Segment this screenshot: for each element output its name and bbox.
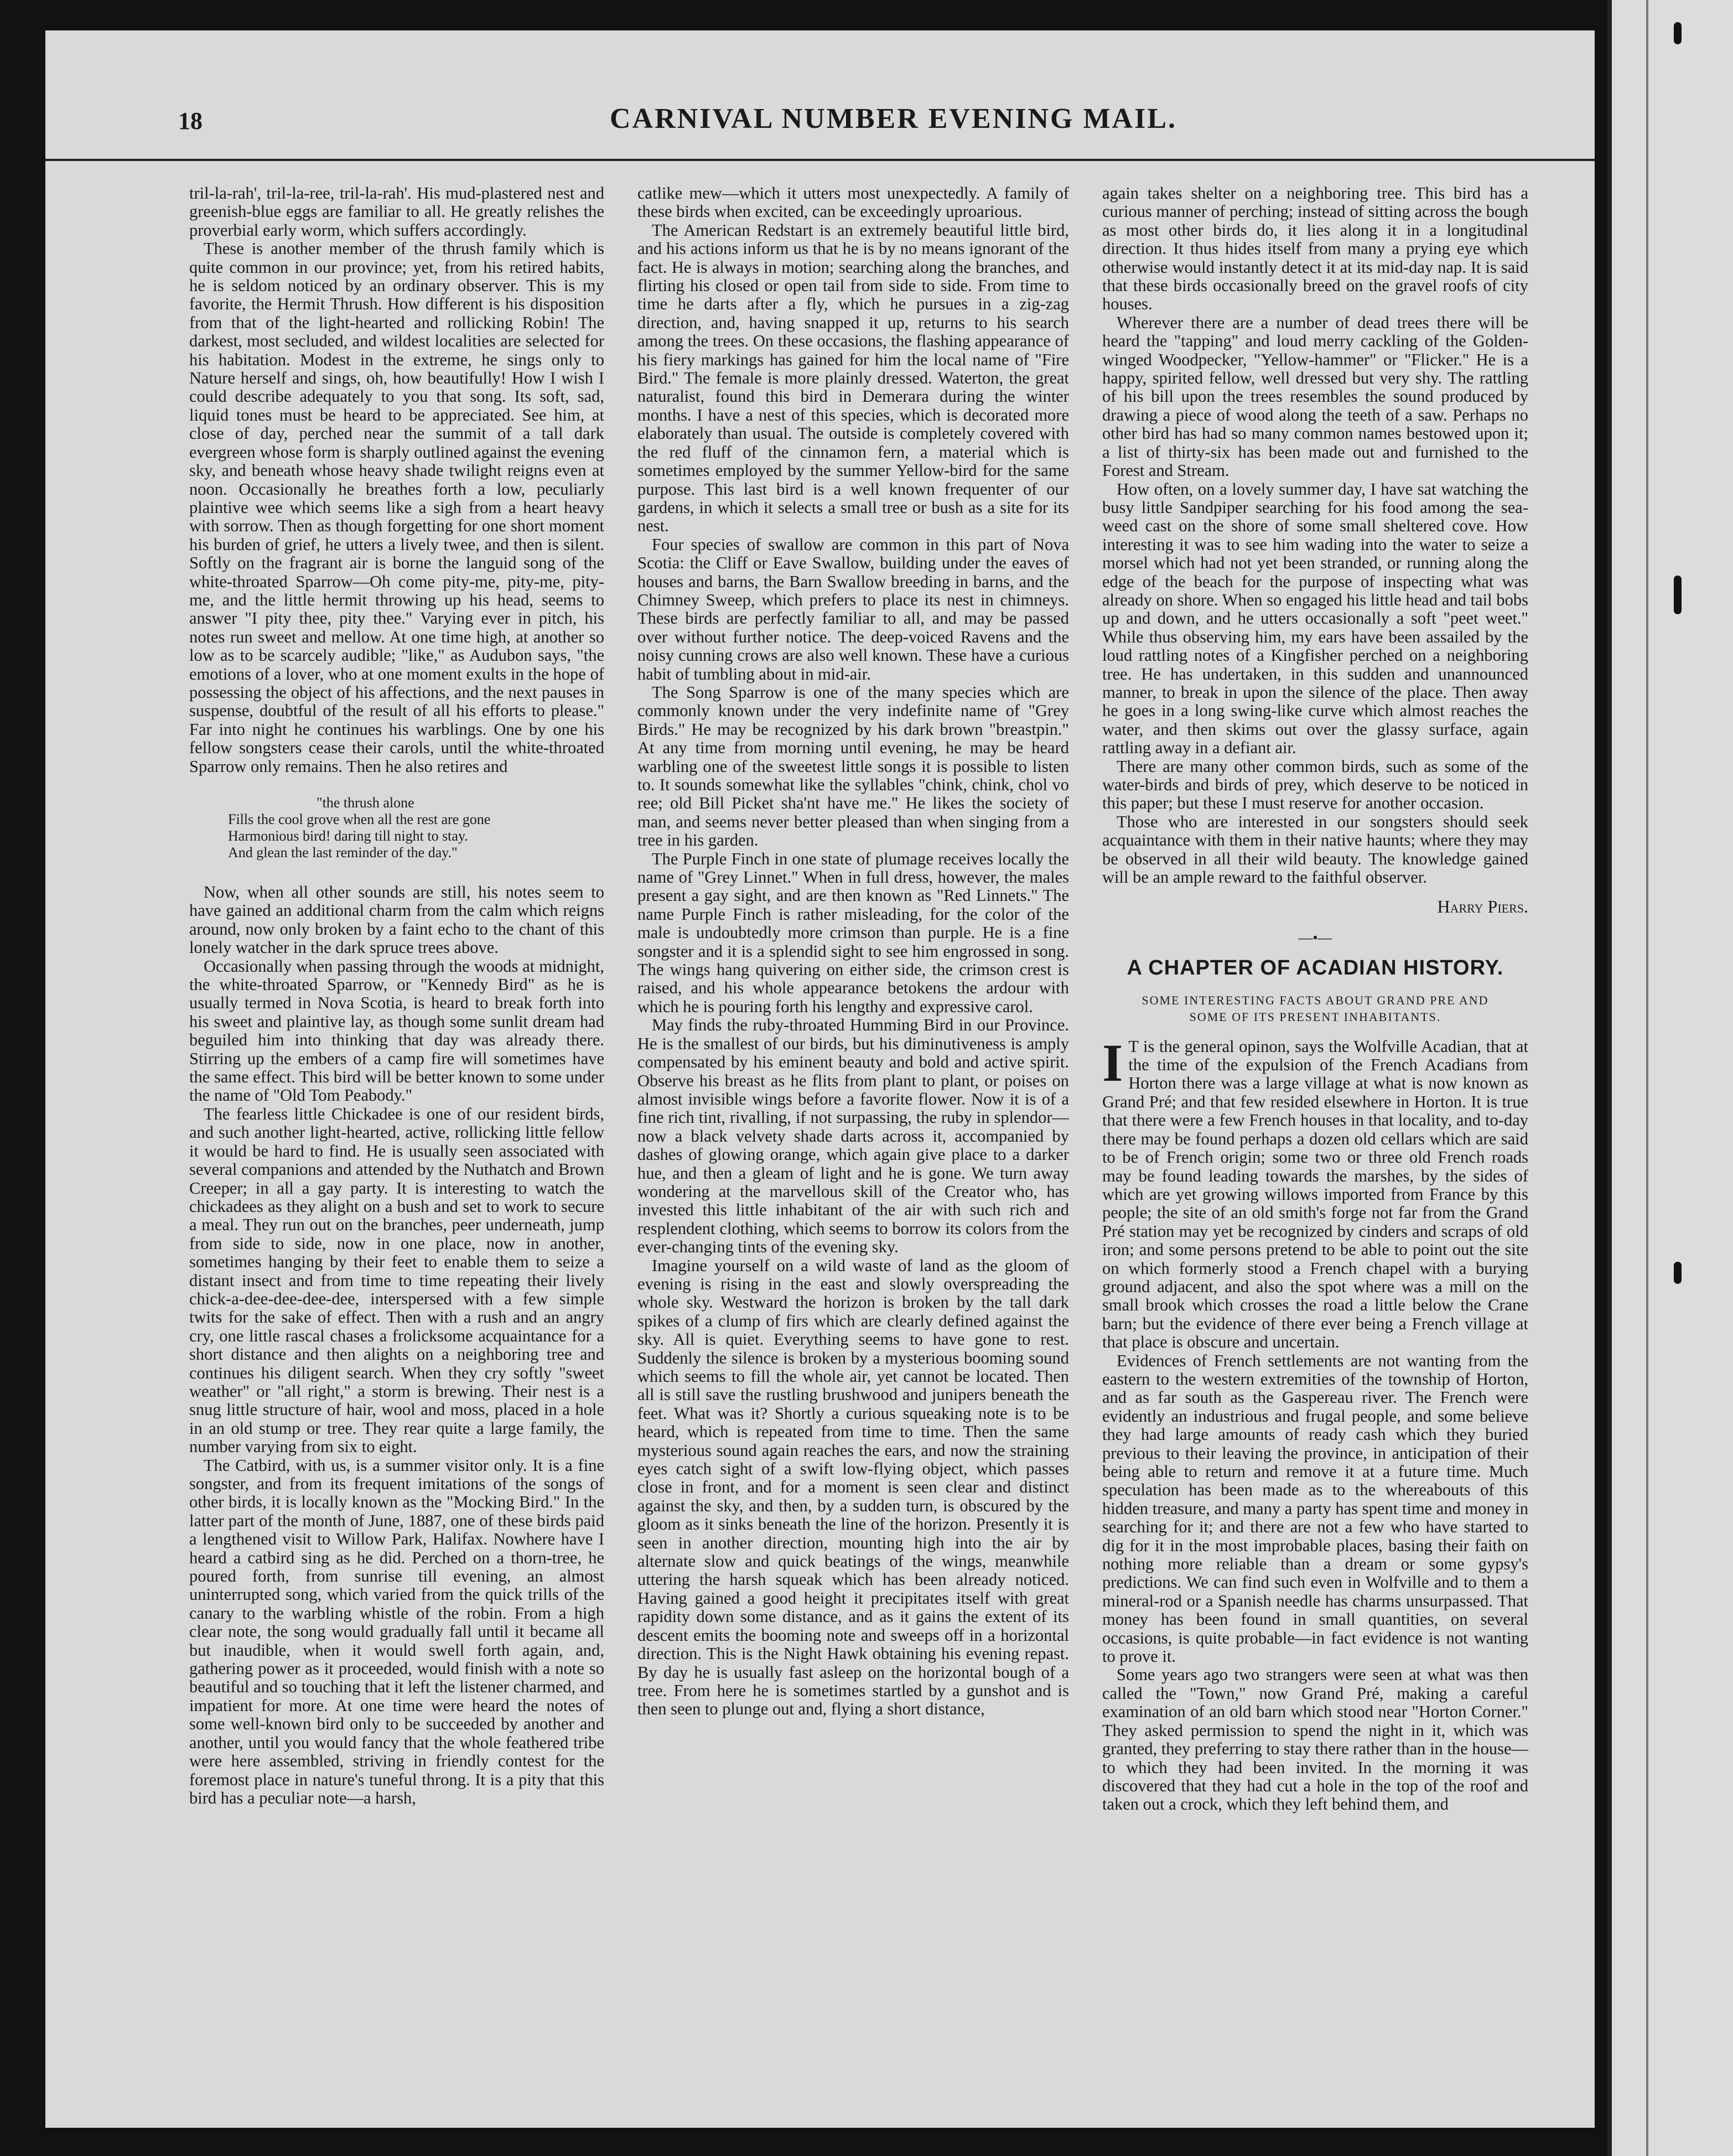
subtitle-line: SOME OF ITS PRESENT INHABITANTS. bbox=[1189, 1009, 1441, 1024]
paragraph: The Catbird, with us, is a summer visitor only. It is a fine songster, and from its frequent imitations of the songs of other birds, it is locally known as the "Mocking Bird." In the latter part of the month of June, 1887, one of these birds paid a lengthened visit to Willow Park, Halifax. Nowhere have I heard a catbird sing as he did. Perched on a thorn-tree, he poured forth, from sunrise till evening, an almost uninterrupted song, which varied from the quick trills of the canary to the warbling whistle of the robin. From a high clear note, the song would gradually fall until it became all but inaudible, when it would swell forth again, and, gathering power as it proceeded, would finish with a note so beautiful and so touching that it left the listener charmed, and impatient for more. At one time were heard the notes of some well-known bird only to be succeeded by another and another, until you would fancy that the whole feathered tribe were here assembled, striving in friendly contest for the foremost place in nature's tuneful throng. It is a pity that this bird has a peculiar note—a harsh, bbox=[189, 1455, 604, 1807]
ink-speck bbox=[1674, 576, 1682, 614]
column-1 bbox=[189, 184, 604, 1807]
article-divider: —•— bbox=[1298, 929, 1332, 946]
paragraph: The American Redstart is an extremely beautiful little bird, and his actions inform us that he is by no means ignorant of the fact. He is always in motion; searching along the branches, and flirting his closed or open tail from side to side. From time to time he darts after a fly, which he pursues in a zig-zag direction, and, having snapped it up, returns to his search among the trees. On these occasions, the flashing appearance of his fiery markings has gained for him the local name of "Fire Bird." The female is more plainly dressed. Waterton, the great naturalist, found this bird in Demerara during the winter months. I have a nest of this species, which is decorated more elaborately than usual. The outside is completely covered with the red fluff of the cinnamon fern, a material which is sometimes employed by the summer Yellow-bird for the same purpose. This last bird is a well known frequenter of our gardens, in which it selects a small tree or bush as a site for its nest. bbox=[637, 220, 1069, 536]
paragraph: How often, on a lovely summer day, I have sat watching the busy little Sandpiper searching for his food among the sea-weed cast on the shore of some small sheltered cove. How interesting it was to see him wading into the water to seize a morsel which had not yet been stranded, or running along the edge of the beach for the purpose of inspecting what was already on shore. When so engaged his little head and tail bobs up and down, and he utters occasionally a soft "peet weet." While thus observing him, my ears have been assailed by the loud rattling notes of a Kingfisher perched on a neighboring tree. He has undertaken, in this sudden and unannounced manner, to break in upon the silence of the place. Then away he goes in a long swing-like curve which almost reaches the water, and then skims out over the glassy surface, again rattling away in a defiant air. bbox=[1102, 479, 1528, 758]
page-fold-line bbox=[1646, 0, 1648, 2156]
page-gutter-line bbox=[1607, 0, 1612, 2156]
paragraph: Some years ago two strangers were seen at what was then called the "Town," now Grand Pré, making a careful examination of an old barn which stood near "Horton Corner." They asked permission to spend the night in it, which was granted, they preferring to stay there rather than in the house—to which they had been invited. In the morning it was discovered that they had cut a hole in the top of the roof and taken out a crock, which they left behind them, and bbox=[1102, 1665, 1528, 1814]
newspaper-page bbox=[45, 30, 1595, 2128]
adjacent-page-edge bbox=[1607, 0, 1733, 2156]
paragraph: tril-la-rah', tril-la-ree, tril-la-rah'. His mud-plastered nest and greenish-blue eggs are familiar to all. He greatly relishes the proverbial early worm, which suffers accordingly. bbox=[189, 184, 604, 240]
page-number: 18 bbox=[178, 107, 203, 134]
author-signature: Harry Piers. bbox=[1437, 896, 1528, 917]
poem-line: Harmonious bird! daring till night to stay. bbox=[228, 828, 468, 844]
paragraph: These is another member of the thrush family which is quite common in our province; yet, from his retired habits, he is seldom noticed by an ordinary observer. This is my favorite, the Hermit Thrush. How different is his disposition from that of the light-hearted and rollicking Robin! The darkest, most secluded, and wildest localities are selected for his habitation. Modest in the extreme, he sings only to Nature herself and sings, oh, how beautifully! How I wish I could describe adequately to you that song. Its soft, sad, liquid tones must be heard to be appreciated. See him, at close of day, perched near the summit of a tall dark evergreen whose form is sharply outlined against the evening sky, and beneath whose heavy shade twilight reigns even at noon. Occasionally he breathes forth a low, peculiarly plaintive wee which seems like a sigh from a heart heavy with sorrow. Then as though forgetting for one short moment his burden of grief, he utters a lively twee, and then is silent. Softly on the fragrant air is borne the languid song of the white-throated Sparrow—Oh come pity-me, pity-me, pity-me, and the little hermit throwing up his head, seems to answer "I pity thee, pity thee." Varying ever in pitch, his notes run sweet and mellow. At one time high, at another so low as to be scarcely audible; "like," as Audubon says, "the emotions of a lover, who at one moment exults in the hope of possessing the object of his affections, and the next pauses in suspense, doubtful of the result of all his efforts to please." Far into night he continues his warblings. One by one his fellow songsters cease their carols, until the white-throated Sparrow only remains. Then he also retires and bbox=[189, 239, 604, 776]
paragraph: The fearless little Chickadee is one of our resident birds, and such another light-hearted, active, rollicking little fellow it would be hard to find. He is usually seen associated with several companions and attended by the Nuthatch and Brown Creeper; in all a gay party. It is interesting to watch the chickadees as they alight on a bush and set to work to secure a meal. They run out on the branches, peer underneath, jump from side to side, now in one place, now in another, sometimes hanging by their feet to enable them to seize a distant insect and from time to time repeating their lively chick-a-dee-dee-dee-dee, interspersed with a few simple twits for the sake of effect. Then with a rush and an angry cry, one little rascal chases a frolicksome acquaintance for a short distance and then alights on a neighboring tree and continues his diligent search. When they cry softly "sweet weather" or "all right," a storm is brewing. Their nest is a snug little structure of hair, wool and moss, placed in a hole in an old stump or tree. They rear quite a large family, the number varying from six to eight. bbox=[189, 1104, 604, 1457]
ink-speck bbox=[1674, 22, 1682, 44]
header-rule bbox=[45, 159, 1595, 161]
poem-line: And glean the last reminder of the day." bbox=[228, 844, 458, 861]
paragraph: The Song Sparrow is one of the many species which are commonly known under the very indefinite name of "Grey Birds." He may be recognized by his dark brown "breastpin." At any time from morning until evening, he may be heard warbling one of the sweetest little songs it is possible to listen to. It sounds somewhat like the syllables "chink, chink, chol vo ree; old Bill Picket sha'nt have me." He likes the society of man, and seems never better pleased than when singing from a tree in his garden. bbox=[637, 682, 1069, 850]
ink-speck bbox=[1674, 1262, 1682, 1284]
paragraph: Evidences of French settlements are not wanting from the eastern to the western extremities of the township of Horton, and as far south as the Gaspereau river. The French were evidently an industrious and frugal people, and some believe they had large amounts of ready cash which they buried previous to their leaving the province, in anticipation of their being able to return and remove it at a future time. Much speculation has been made as to the whereabouts of this hidden treasure, and many a party has spent time and money in searching for it; and there are not a few who have started to dig for it in the most improbable places, basing their faith on nothing more reliable than a dream or some gypsy's predictions. We can find such even in Wolfville and to them a mineral-rod or a Spanish needle has charms unsurpassed. That money has been found in small quantities, on several occasions, is quite probable—in fact evidence is not wanting to prove it. bbox=[1102, 1351, 1528, 1666]
paragraph: Wherever there are a number of dead trees there will be heard the "tapping" and loud merry cackling of the Golden-winged Woodpecker, "Yellow-hammer" or "Flicker." He is a happy, spirited fellow, well dressed but very shy. The rattling of his bill upon the trees resembles the sound produced by drawing a piece of wood along the teeth of a saw. Perhaps no other bird has had so many common names bestowed upon it; a list of thirty-six has been made out and furnished to the Forest and Stream. bbox=[1102, 313, 1528, 480]
paragraph: catlike mew—which it utters most unexpectedly. A family of these birds when excited, can be exceedingly uproarious. bbox=[637, 184, 1069, 221]
poem-line: Fills the cool grove when all the rest are gone bbox=[228, 811, 491, 827]
poem-quote bbox=[228, 795, 604, 861]
article-title: A CHAPTER OF ACADIAN HISTORY. bbox=[1127, 956, 1504, 980]
paragraph: Those who are interested in our songsters should seek acquaintance with them in their native haunts; where they may be observed in all their wild beauty. The knowledge gained will be an ample reward to the faithful observer. bbox=[1102, 812, 1528, 887]
paragraph-text: T is the general opinon, says the Wolfville Acadian, that at the time of the expulsion of the French Acadians from Horton there was a large village at what is now known as Grand Pré; and that few resided elsewhere in Horton. It is true that there were a few French houses in that locality, and to-day there may be found perhaps a dozen old cellars which are said to be of French origin; some two or three old French roads may be found leading towards the marshes, by the sides of which are yet growing willows imported from France by this people; the site of an old smith's forge not far from the Grand Pré station may yet be recognized by cinders and scraps of old iron; and some persons pretend to be able to point out the site on which formerly stood a French chapel with a burying ground adjacent, and also the spot where was a mill on the small brook which crosses the road a little below the Crane barn; but the evidence of there ever being a French village at that place is obscure and uncertain. bbox=[1102, 1036, 1528, 1352]
column-3 bbox=[1102, 184, 1528, 1814]
article-subtitle bbox=[1102, 992, 1528, 1025]
poem-line: "the thrush alone bbox=[316, 795, 414, 811]
paragraph: Now, when all other sounds are still, his notes seem to have gained an additional charm from the calm which reigns around, now only broken by a faint echo to the chant of this lonely watcher in the dark spruce trees above. bbox=[189, 883, 604, 957]
paragraph: Occasionally when passing through the woods at midnight, the white-throated Sparrow, or "Kennedy Bird" as he is usually termed in Nova Scotia, is heard to break forth into his sweet and plaintive lay, as though some sunlit dream had beguiled him into thinking that day was already there. Stirring up the embers of a camp fire will sometimes have the same effect. This bird will be better known to some under the name of "Old Tom Peabody." bbox=[189, 956, 604, 1105]
column-2 bbox=[637, 184, 1069, 1719]
drop-cap: I bbox=[1102, 1033, 1123, 1092]
paragraph: Four species of swallow are common in this part of Nova Scotia: the Cliff or Eave Swallow, building under the eaves of houses and barns, the Barn Swallow breeding in barns, and the Chimney Sweep, which prefers to place its nest in chimneys. These birds are perfectly familiar to all, and may be passed over without further notice. The deep-voiced Ravens and the noisy cunning crows are also well known. These have a curious habit of tumbling about in mid-air. bbox=[637, 535, 1069, 683]
paragraph: There are many other common birds, such as some of the water-birds and birds of prey, which deserve to be noticed in this paper; but these I must reserve for another occasion. bbox=[1102, 756, 1528, 813]
paragraph bbox=[1102, 1033, 1528, 1352]
paragraph: May finds the ruby-throated Humming Bird in our Province. He is the smallest of our birds, but his diminutiveness is amply compensated by his eminent beauty and bold and active spirit. Observe his breast as he flits from plant to plant, or poises on almost invisible wings before a favorite flower. Now it is of a fine rich tint, rivalling, if not surpassing, the ruby in splendor—now a black velvety shade darts across it, accompanied by dashes of glowing orange, which again give place to a darker hue, and then a gleam of light and he is gone. We turn away wondering at the marvellous skill of the Creator who, has invested this little inhabitant of the air with such rich and resplendent clothing, which seems to borrow its colors from the ever-changing tints of the evening sky. bbox=[637, 1015, 1069, 1257]
paragraph: Imagine yourself on a wild waste of land as the gloom of evening is rising in the east and slowly overspreading the whole sky. Westward the horizon is broken by the tall dark spikes of a clump of firs which are clearly defined against the sky. All is quiet. Everything seems to have gone to rest. Suddenly the silence is broken by a mysterious booming sound which seems to fill the whole air, yet cannot be located. Then all is still save the rustling brushwood and junipers beneath the feet. What was it? Shortly a curious squeaking note is to be heard, which is repeated from time to time. Then the same mysterious sound again reaches the ears, and now the straining eyes catch sight of a swift low-flying object, which passes close in front, and for a moment is seen clear and distinct against the sky, and then, by a sudden turn, is obscured by the gloom as it sinks beneath the line of the horizon. Presently it is seen in another direction, mounting high into the air by alternate slow and quick beatings of the wings, meanwhile uttering the harsh squeak which has been already noticed. Having gained a good height it precipitates itself with great rapidity down some distance, and as it gains the extent of its descent emits the booming note and sweeps off in a horizontal direction. This is the Night Hawk obtaining his evening repast. By day he is usually fast asleep on the horizontal bough of a tree. From here he is sometimes startled by a gunshot and is then seen to plunge out and, flying a short distance, bbox=[637, 1256, 1069, 1719]
masthead-title: CARNIVAL NUMBER EVENING MAIL. bbox=[610, 103, 1177, 134]
paragraph: The Purple Finch in one state of plumage receives locally the name of "Grey Linnet." When in full dress, however, the males present a gay sight, and are then known as "Red Linnets." The name Purple Finch is rather misleading, for the color of the male is undoubtedly more crimson than purple. He is a fine songster and it is a splendid sight to see him engrossed in song. The wings hang quivering on either side, the crimson crest is raised, and his whole appearance betokens the ardour with which he is pouring forth his lengthy and expressive carol. bbox=[637, 849, 1069, 1016]
subtitle-line: SOME INTERESTING FACTS ABOUT GRAND PRE AND bbox=[1142, 993, 1489, 1007]
paragraph: again takes shelter on a neighboring tree. This bird has a curious manner of perching; instead of sitting across the bough as most other birds do, it lies along it in a longitudinal direction. It thus hides itself from many a prying eye which otherwise would instantly detect it at its mid-day nap. It is said that these birds occasionally breed on the gravel roofs of city houses. bbox=[1102, 184, 1528, 314]
